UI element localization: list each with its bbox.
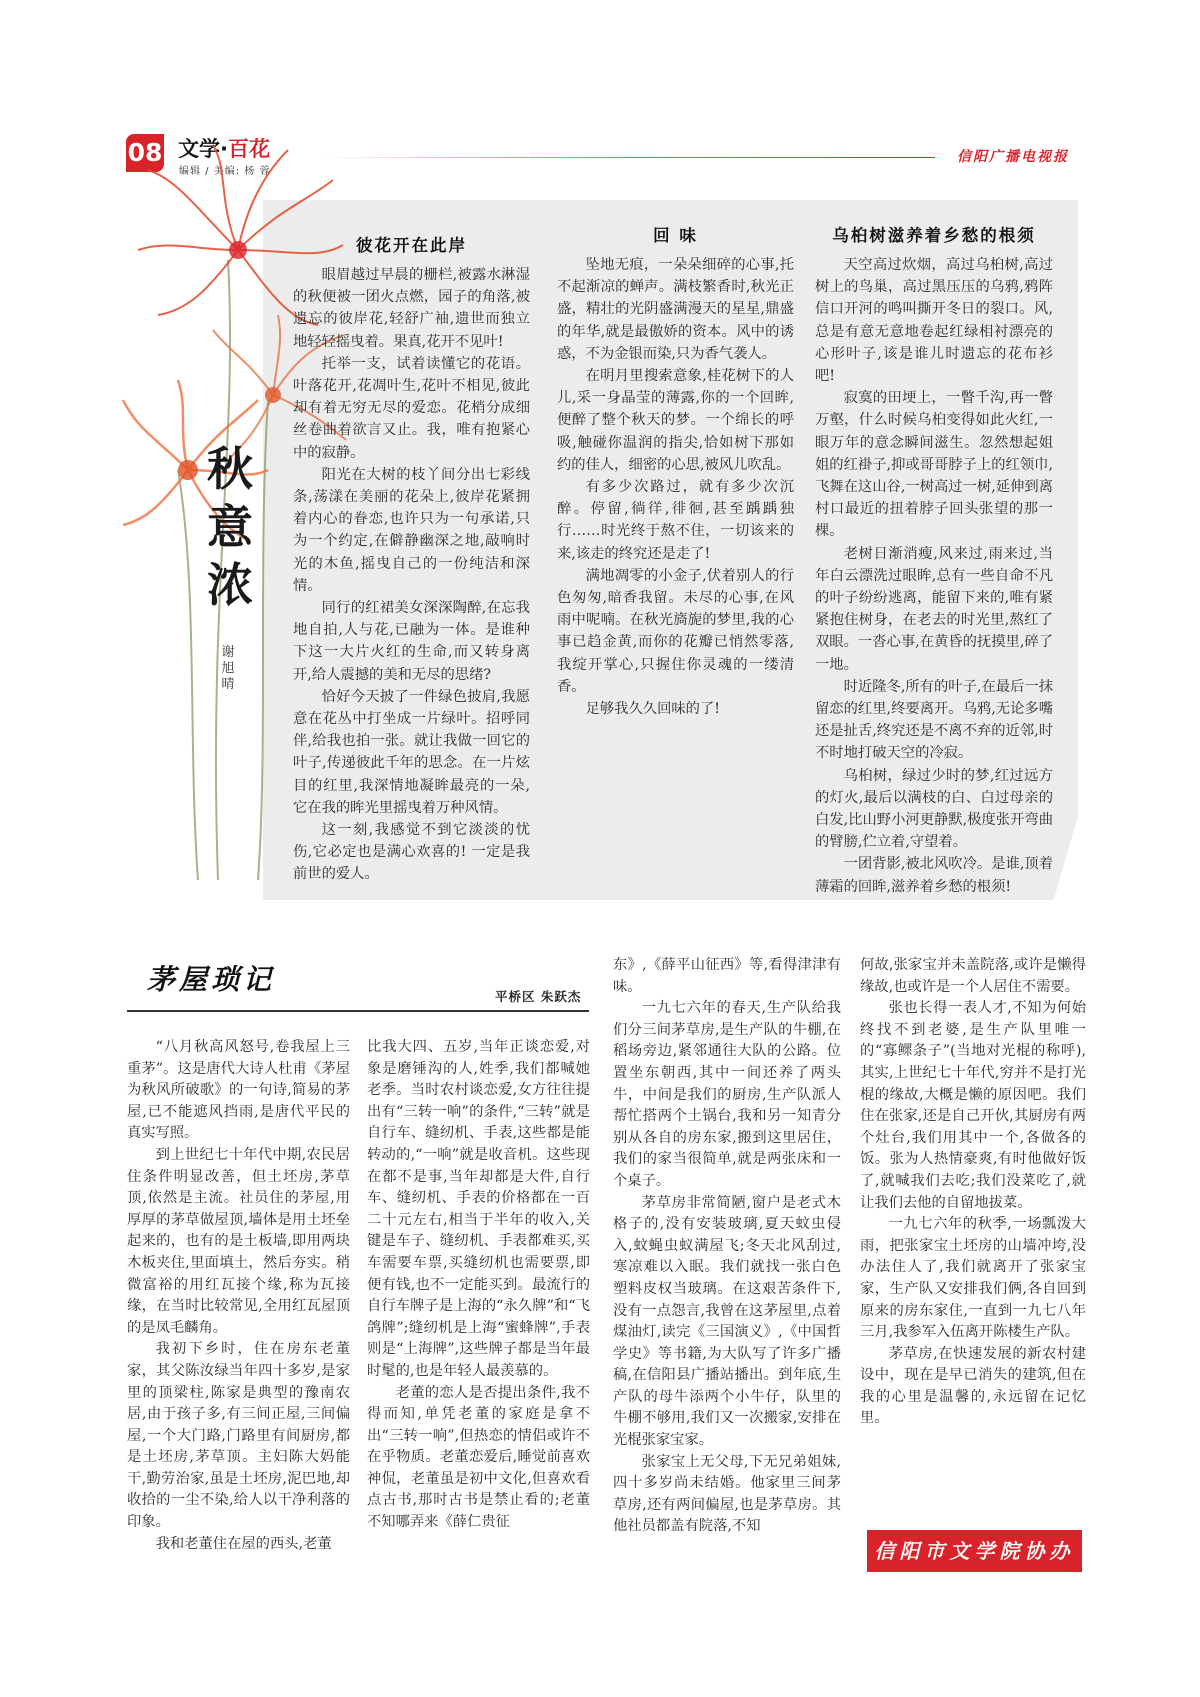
paragraph: 足够我久久回味的了! xyxy=(585,701,721,718)
article-title: 彼花开在此岸 xyxy=(356,236,467,255)
paragraph: 一九七六年的秋季,一场瓢泼大雨，把张家宝土坯房的山墙冲垮,没办法住人了,我们就离开了张家宝家，生产队又安排我们俩,各自回到原来的房东家住,一直到一九七八年三月,我参军入伍离开陈楼生产队。 xyxy=(860,1216,1086,1341)
paragraph: 老董的恋人是否提出条件,我不得而知,单凭老董的家庭是拿不出“三转一响”,但热恋的情侣或许不在乎物质。老董恋爱后,睡觉前喜欢神侃，老董虽是初中文化,但喜欢看点古书,那时古书是禁止看的;老董不知哪弄来《薛仁贵征 xyxy=(367,1384,590,1531)
paragraph: 时近隆冬,所有的叶子,在最后一抹留恋的红里,终要离开。乌鸦,无论多嘴还是扯舌,终究还是不离不弃的近邻,时不时地打破天空的冷寂。 xyxy=(815,678,1053,762)
editor-credit: 编辑 / 美编: 杨 蓉 xyxy=(179,166,271,177)
paragraph: 东》,《薛平山征西》等,看得津津有味。 xyxy=(613,957,841,995)
paragraph: 这一刻,我感觉不到它淡淡的忧伤,它必定也是满心欢喜的! 一定是我前世的爱人。 xyxy=(293,822,530,883)
main-column-4 xyxy=(860,955,1086,1430)
paragraph: 乌桕树，绿过少时的梦,红过远方的灯火,最后以满枝的白、白过母亲的白发,比山野小河更静默,极度张开弯曲的臂膀,伫立着,守望着。 xyxy=(815,767,1053,851)
paragraph: 茅草房,在快速发展的新农村建设中，现在是早已消失的建筑,但在我的心里是温馨的,永远留在记忆里。 xyxy=(860,1345,1086,1427)
paragraph: 张家宝上无父母,下无兄弟姐妹,四十多岁尚未结婚。他家里三间茅草房,还有两间偏屋,也是茅草房。其他社员都盖有院落,不知 xyxy=(613,1453,841,1535)
paragraph: 同行的红裙美女深深陶醉,在忘我地自拍,人与花,已融为一体。是谁种下这一大片火红的生命,而又转身离开,给人震撼的美和无尽的思绪? xyxy=(293,600,530,683)
paragraph: 天空高过炊烟，高过乌桕树,高过树上的鸟巢，高过黑压压的乌鸦,鸦阵信口开河的鸣叫撕开冬日的裂口。风,总是有意无意地卷起红绿相衬漂亮的心形叶子,该是谁儿时遗忘的花布衫吧! xyxy=(815,257,1053,385)
paragraph: 眼眉越过早晨的栅栏,被露水淋湿的秋便被一团火点燃，园子的角落,被遗忘的彼岸花,轻舒广袖,遗世而独立地轻轻摇曳着。果真,花开不见叶! xyxy=(293,267,530,350)
header-rule xyxy=(320,157,935,158)
section-title-dot: · xyxy=(220,137,228,161)
paragraph: 到上世纪七十年代中期,农民居住条件明显改善，但土坯房,茅草顶,依然是主流。社员住的茅屋,用厚厚的茅草做屋顶,墙体是用土坯垒起来的，也有的是土板墙,即用两块木板夹住,里面填土，然后夯实。稍微富裕的用红瓦接个缘,称为瓦接缘，在当时比较常见,全用红瓦屋顶的是凤毛麟角。 xyxy=(127,1146,350,1336)
main-column-3 xyxy=(613,955,841,1538)
main-column-1 xyxy=(127,1037,350,1555)
paragraph: 我初下乡时，住在房东老董家，其父陈汝绿当年四十多岁,是家里的顶梁柱,陈家是典型的豫南农居,由于孩子多,有三间正屋,三间偏屋,一个大门路,门路里有间厨房,都是土坯房,茅草顶。主妇陈大妈能干,勤劳治家,虽是土坯房,泥巴地,却收拾的一尘不染,给人以干净利落的印象。 xyxy=(127,1341,350,1531)
feature-column-1 xyxy=(293,232,530,886)
paragraph: 何故,张家宝并未盖院落,或许是懒得缘故,也或许是一个人居住不需要。 xyxy=(860,957,1086,995)
paragraph: 老树日渐消瘦,风来过,雨来过,当年白云漂洗过眼眸,总有一些自命不凡的叶子纷纷逃离，能留下来的,唯有紧紧抱住树身，在老去的时光里,熬红了双眼。一沓心事,在黄昏的抚摸里,碎了一地。 xyxy=(815,545,1053,673)
paragraph: “八月秋高风怒号,卷我屋上三重茅”。这是唐代大诗人杜甫《茅屋为秋风所破歌》的一句诗,简易的茅屋,已不能遮风挡雨,是唐代平民的真实写照。 xyxy=(127,1039,350,1142)
feature-vertical-title: 秋意浓 xyxy=(207,442,253,612)
title-rule xyxy=(127,1010,589,1012)
paragraph: 寂寞的田埂上，一瞥千沟,再一瞥万壑，什么时候乌桕变得如此火红,一眼万年的意念瞬间滋生。忽然想起姐姐的红褂子,抑或哥哥脖子上的红领巾,飞舞在这山谷,一树高过一树,延伸到离村口最近的扭着脖子回头张望的那一棵。 xyxy=(815,390,1053,540)
article-title: 乌桕树滋养着乡愁的根须 xyxy=(832,226,1036,245)
paragraph: 一团背影,被北风吹冷。是谁,顶着薄霜的回眸,滋养着乡愁的根须! xyxy=(815,856,1053,895)
article-title: 回 味 xyxy=(653,226,698,245)
main-article-title: 茅屋琐记 xyxy=(147,963,276,996)
paragraph: 阳光在大树的枝丫间分出七彩线条,荡漾在美丽的花朵上,彼岸花紧拥着内心的眷恋,也许只为一句承诺,只为一个约定,在僻静幽深之地,敲响时光的木鱼,摇曳自己的一份纯洁和深情。 xyxy=(293,466,530,594)
paragraph: 比我大四、五岁,当年正谈恋爱,对象是磨锤沟的人,姓季,我们都喊她老季。当时农村谈恋爱,女方往往提出有“三转一响”的条件,“三转”就是自行车、缝纫机、手表,这些都是能转动的,“一响”就是收音机。这些现在都不是事,当年却都是大件,自行车、缝纫机、手表的价格都在一百二十元左右,相当于半年的收入,关键是车子、缝纫机、手表都难买,买车需要车票,买缝纫机也需要票,即便有钱,也不一定能买到。最流行的自行车牌子是上海的“永久牌”和“飞鸽牌”;缝纫机是上海“蜜蜂牌”,手表则是“上海牌”,这些牌子都是当年最时髦的,也是年轻人最羡慕的。 xyxy=(367,1039,590,1379)
paragraph: 恰好今天披了一件绿色披肩,我愿意在花丛中打坐成一片绿叶。招呼同伴,给我也拍一张。就让我做一回它的叶子,传递彼此千年的思念。在一片炫目的红里,我深情地凝眸最亮的一朵,它在我的眸光里摇曳着万种风情。 xyxy=(293,688,530,816)
paragraph: 托举一支，试着读懂它的花语。叶落花开,花凋叶生,花叶不相见,彼此却有着无穷无尽的爱恋。花梢分成细丝卷曲着欲言又止。我，唯有抱紧心中的寂静。 xyxy=(293,355,530,461)
paragraph: 张也长得一表人才,不知为何始终找不到老婆,是生产队里唯一的“寡鳏条子”(当地对光棍的称呼),其实,上世纪七十年代,穷并不是打光棍的缘故,大概是懒的原因吧。我们住在张家,还是自己开伙,其厨房有两个灶台,我们用其中一个,各做各的饭。张为人热情豪爽,有时他做好饭了,就喊我们去吃;我们没菜吃了,就让我们去他的自留地拔菜。 xyxy=(860,1000,1086,1211)
paragraph: 坠地无痕，一朵朵细碎的心事,托不起渐凉的蝉声。满枝繁香时,秋光正盛，精壮的光阴盛满漫天的星星,鼎盛的年华,就是最傲娇的资本。风中的诱惑，不为金银而染,只为香气袭人。 xyxy=(557,257,794,362)
feature-column-3 xyxy=(815,222,1053,898)
feature-column-2 xyxy=(557,222,794,720)
co-organizer-banner: 信阳市文学院协办 xyxy=(867,1530,1082,1572)
main-article-author: 平桥区 朱跃杰 xyxy=(495,989,582,1004)
paragraph: 茅草房非常简陋,窗户是老式木格子的,没有安装玻璃,夏天蚊虫侵入,蚊蝇虫蚁满屋飞;冬天北风刮过,寒凉难以入眠。我们就找一张白色塑料皮权当玻璃。在这艰苦条件下,没有一点怨言,我曾在这茅屋里,点着煤油灯,读完《三国演义》,《中国哲学史》等书籍,为大队写了许多广播稿,在信阳县广播站播出。到年底,生产队的母牛添两个小牛仔，队里的牛棚不够用,我们又一次搬家,安排在光棍张家宝家。 xyxy=(613,1194,841,1449)
section-title-b: 百花 xyxy=(227,137,270,161)
feature-author: 谢旭晴 xyxy=(221,645,235,692)
page-number: 08 xyxy=(126,134,164,172)
paragraph: 我和老董住在屋的西头,老董 xyxy=(155,1535,332,1552)
paragraph: 在明月里搜索意象,桂花树下的人儿,采一身晶莹的薄露,你的一个回眸,便醉了整个秋天的梦。一个绵长的呼吸,触碰你温润的指尖,恰如树下那如约的佳人，细密的心思,被风儿吹乱。 xyxy=(557,368,794,473)
paragraph: 一九七六年的春天,生产队给我们分三间茅草房,是生产队的牛棚,在稻场旁边,紧邻通往大队的公路。位置坐东朝西,其中一间还养了两头牛，中间是我们的厨房,生产队派人帮忙搭两个土锅台,我和另一知青分别从各自的房东家,搬到这里居住，我们的家当很简单,就是两张床和一个桌子。 xyxy=(613,1000,841,1189)
section-title-a: 文学 xyxy=(178,137,220,161)
newspaper-name: 信阳广播电视报 xyxy=(957,149,1069,165)
main-column-2 xyxy=(367,1037,590,1534)
paragraph: 有多少次路过，就有多少次沉醉。停留,徜徉,徘徊,甚至踽踽独行……时光终于熬不住，一切该来的来,该走的终究还是走了! xyxy=(557,479,794,562)
paragraph: 满地凋零的小金子,伏着别人的行色匆匆,暗香我留。未尽的心事,在风雨中呢喃。在秋光旖旎的梦里,我的心事已趋金黄,而你的花瓣已悄然零落,我绽开掌心,只握住你灵魂的一缕清香。 xyxy=(557,567,794,695)
